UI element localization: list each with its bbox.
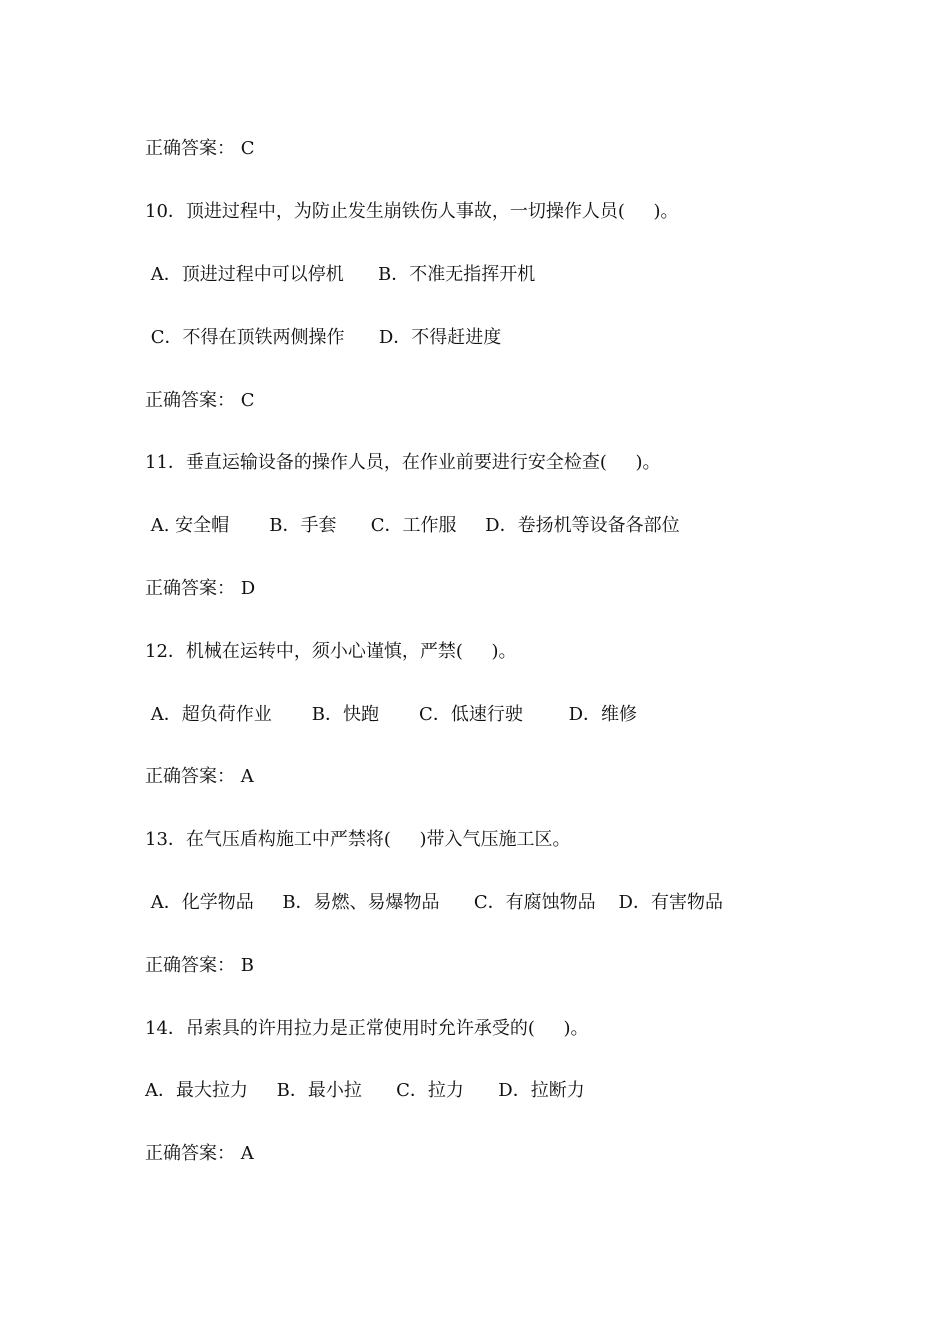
answer-line-12: 正确答案： A [145,766,254,787]
question-11: 11．垂直运输设备的操作人员，在作业前要进行安全检查( )。 [145,452,661,473]
question-13-options: A．化学物品 B．易燃、易爆物品 C．有腐蚀物品 D．有害物品 [145,892,723,913]
answer-line-9: 正确答案： C [145,138,255,159]
answer-line-11: 正确答案： D [145,578,256,599]
question-10: 10．顶进过程中，为防止发生崩铁伤人事故，一切操作人员( )。 [145,201,679,222]
question-14: 14．吊索具的许用拉力是正常使用时允许承受的( )。 [145,1018,589,1039]
answer-line-13: 正确答案： B [145,955,254,976]
question-10-options-ab: A．顶进过程中可以停机 B．不准无指挥开机 [145,264,536,285]
question-12-options: A．超负荷作业 B．快跑 C．低速行驶 D．维修 [145,704,638,725]
question-13: 13．在气压盾构施工中严禁将( )带入气压施工区。 [145,829,571,850]
question-14-options: A．最大拉力 B．最小拉 C．拉力 D．拉断力 [145,1080,585,1101]
answer-line-14: 正确答案： A [145,1143,254,1164]
question-11-options: A. 安全帽 B．手套 C．工作服 D．卷扬机等设备各部位 [145,515,680,536]
question-10-options-cd: C．不得在顶铁两侧操作 D．不得赶进度 [145,327,502,348]
answer-line-10: 正确答案： C [145,390,255,411]
question-12: 12．机械在运转中，须小心谨慎，严禁( )。 [145,641,517,662]
